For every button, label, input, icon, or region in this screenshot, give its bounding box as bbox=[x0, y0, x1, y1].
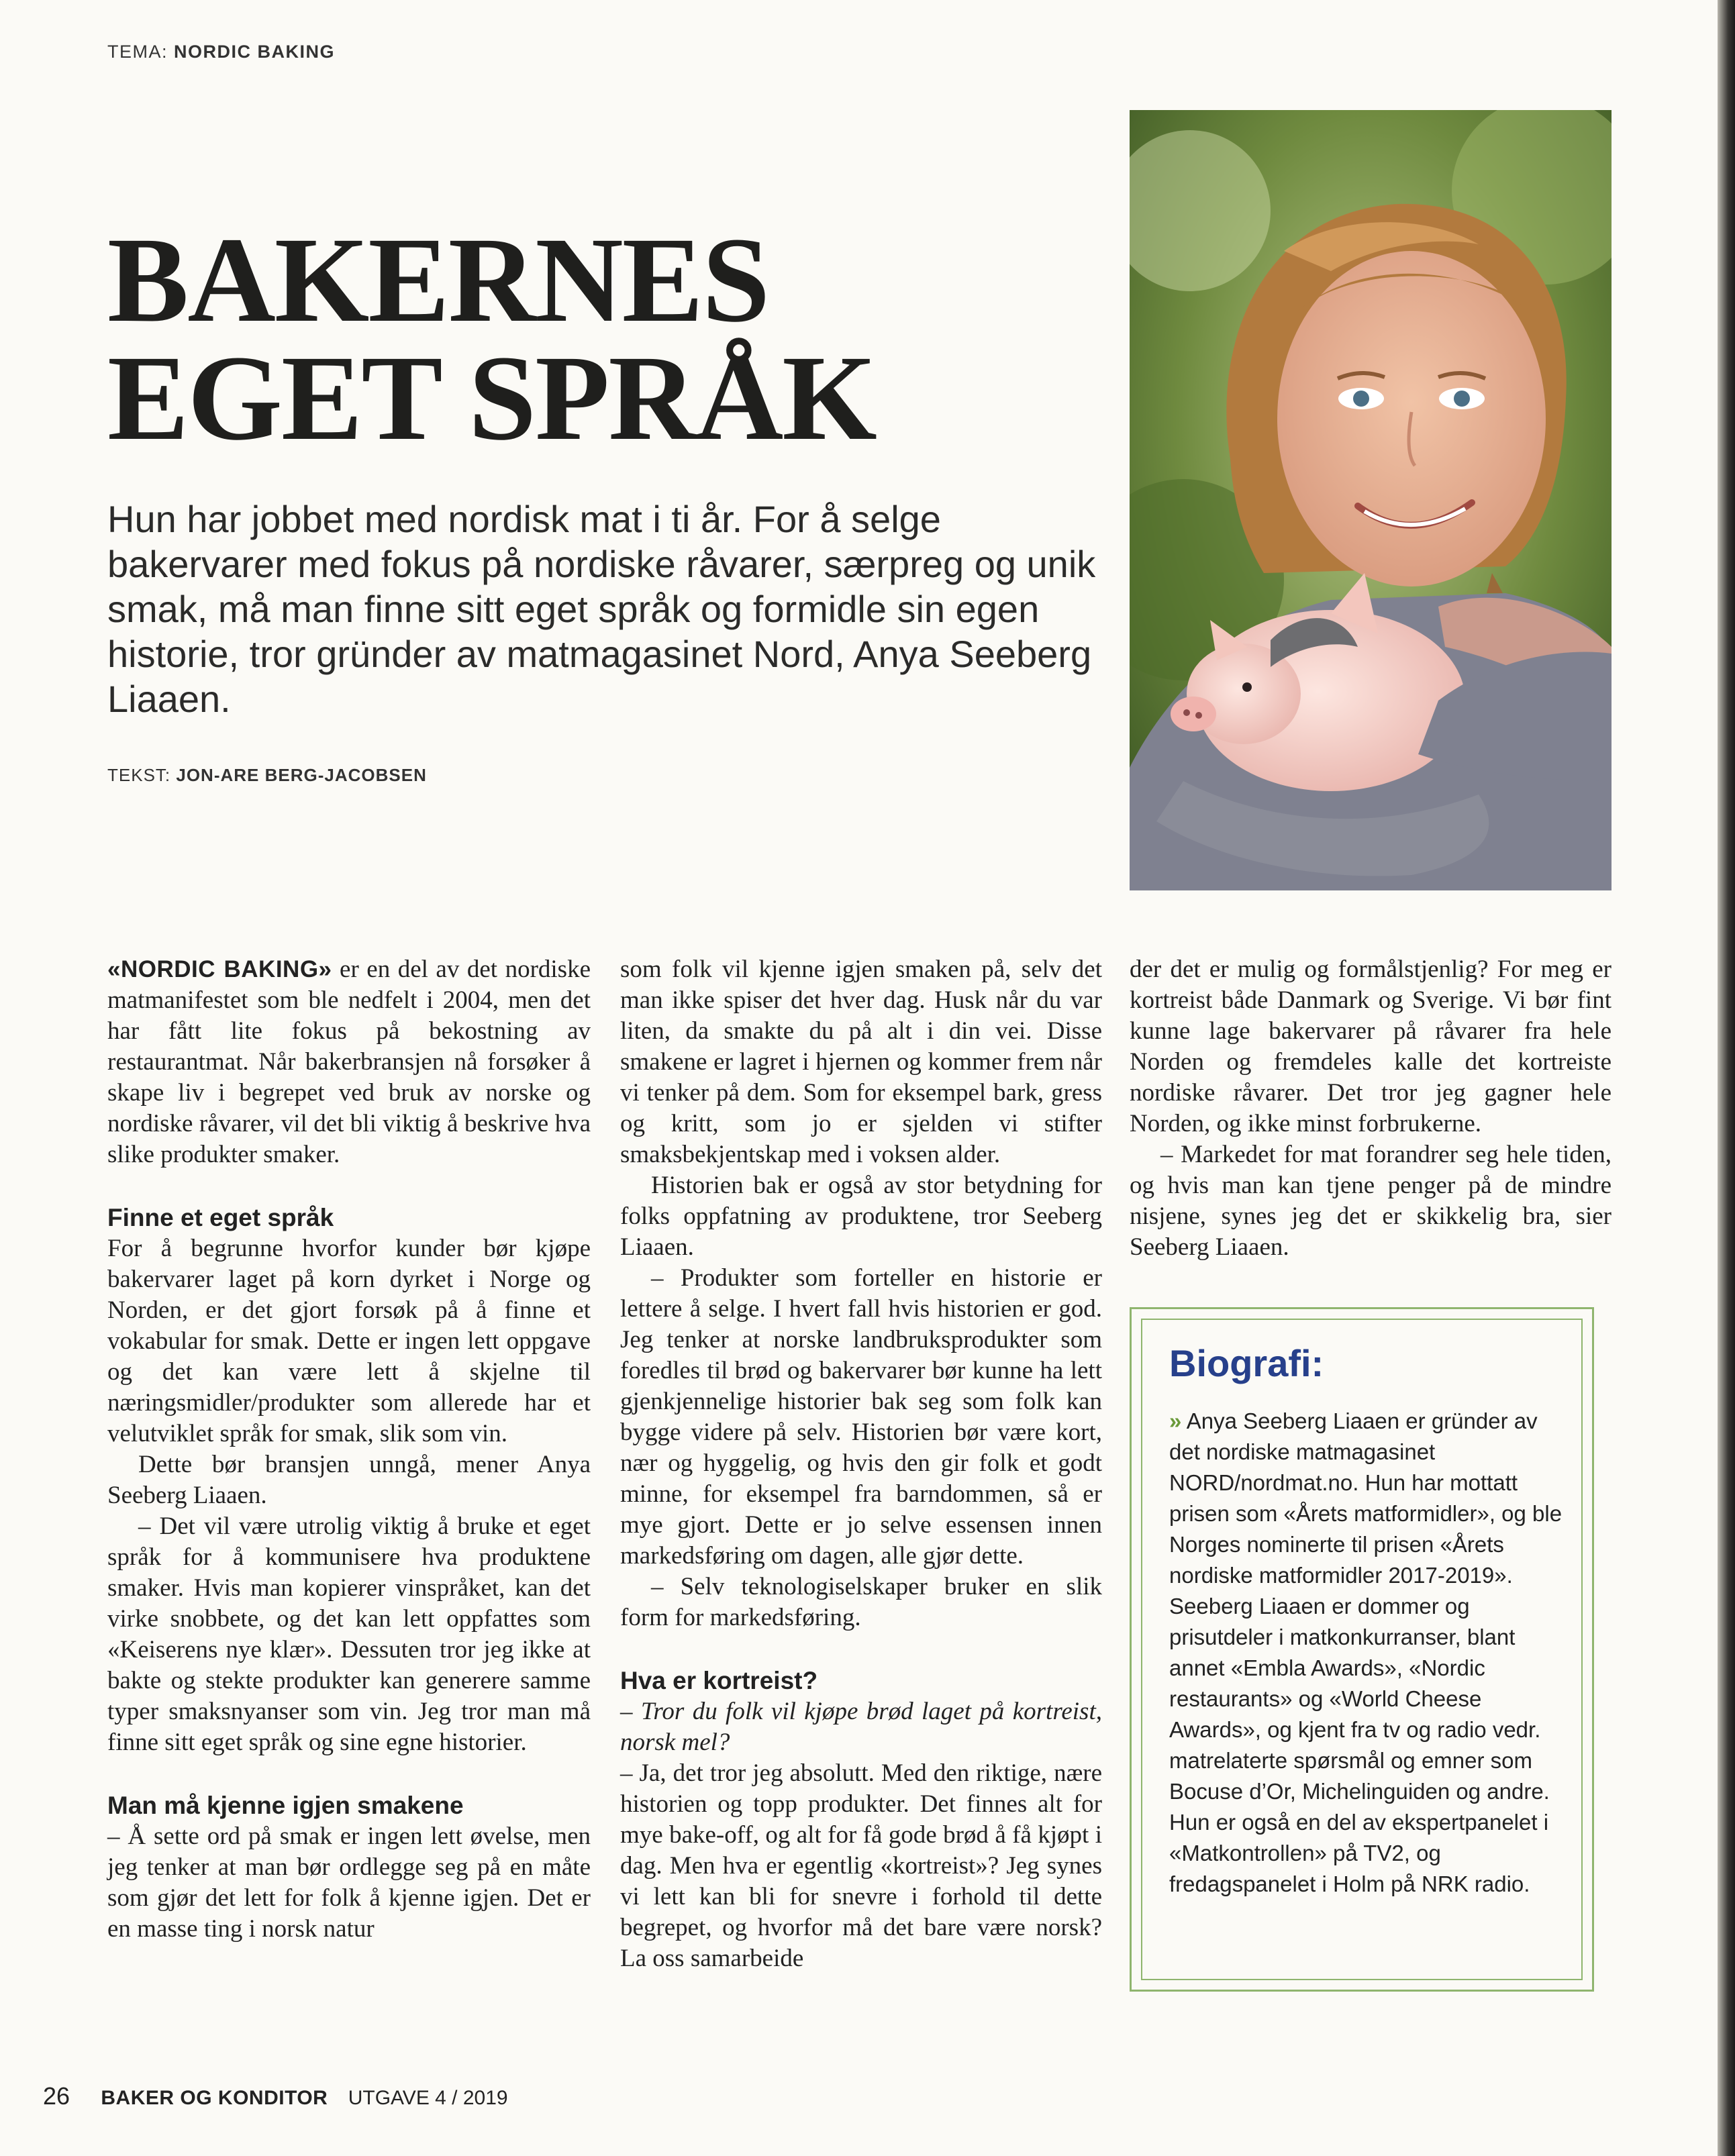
paragraph: – Selv teknologiselskaper bruker en slik form for markedsføring. bbox=[620, 1573, 1102, 1631]
byline-author: JON-ARE BERG-JACOBSEN bbox=[176, 765, 427, 785]
issue-info: UTGAVE 4 / 2019 bbox=[348, 2087, 508, 2109]
paragraph: Dette bør bransjen unngå, mener Anya Seeberg Liaaen. bbox=[107, 1451, 591, 1509]
paragraph: Historien bak er også av stor betydning for folks oppfatning av produktene, tror Seeberg Liaaen. bbox=[620, 1172, 1102, 1261]
page-footer bbox=[43, 2082, 508, 2110]
paragraph: – Ja, det tror jeg absolutt. Med den riktige, nære historien og topp produkter. Det finnes alt for mye bake-off, og alt for få gode brød å få kjøpt i dag. Men hva er egentlig «kortreist»? Jeg synes vi lett kan bli for snevre i forhold til dette begrepet, og hvorfor må det bare være norsk? La oss samarbeide bbox=[620, 1759, 1102, 1972]
intro-paragraph bbox=[107, 954, 591, 1170]
article-lead: Hun har jobbet med nordisk mat i ti år. For å selge bakervarer med fokus på nordiske råvarer, særpreg og unik smak, må man finne sitt eget språk og formidle sin egen historie, tror gründer av matmagasinet Nord, Anya Seeberg Liaaen. bbox=[107, 498, 1096, 720]
biography-title: Biografi: bbox=[1169, 1342, 1324, 1384]
page-edge-shadow bbox=[1718, 0, 1735, 2156]
biography-box bbox=[1130, 1307, 1594, 1992]
interview-question: – Tror du folk vil kjøpe brød laget på kortreist, norsk mel? bbox=[620, 1698, 1102, 1756]
column-2 bbox=[620, 954, 1102, 1974]
column-1 bbox=[107, 954, 591, 1945]
portrait-illustration bbox=[1130, 110, 1612, 890]
title-line-2: EGET SPRÅK bbox=[107, 331, 876, 466]
byline bbox=[107, 765, 427, 786]
paragraph: For å begrunne hvorfor kunder bør kjøpe bakervarer laget på korn dyrket i Norge og Norden, er det gjort forsøk på å finne et vokabular for smak. Dette er ingen lett oppgave og det kan være lett å skjelne til næringsmidler/produkter som allerede har et velutviklet språk for smak, slik som vin. bbox=[107, 1235, 591, 1447]
byline-label: TEKST: bbox=[107, 765, 171, 785]
portrait-photo bbox=[1130, 110, 1612, 890]
magazine-name: BAKER OG KONDITOR bbox=[101, 2087, 328, 2109]
subheading-smakene: Man må kjenne igjen smakene bbox=[107, 1792, 464, 1819]
paragraph: der det er mulig og formålstjenlig? For meg er kortreist både Danmark og Sverige. Vi bør fint kunne lage bakervarer på råvarer fra hele Norden og fremdeles kalle det kortreiste nordiske råvarer. Det tror jeg gagner hele Norden, og ikke minst forbrukerne. bbox=[1130, 956, 1612, 1137]
paragraph: – Markedet for mat forandrer seg hele tiden, og hvis man kan tjene penger på de mindre nisjene, synes jeg det er skikkelig bra, sier Seeberg Liaaen. bbox=[1130, 1141, 1612, 1261]
column-3 bbox=[1130, 954, 1612, 1263]
article-title bbox=[107, 213, 876, 466]
section-name: NORDIC BAKING bbox=[174, 42, 336, 62]
subheading-kortreist: Hva er kortreist? bbox=[620, 1667, 818, 1694]
title-line-1: BAKERNES bbox=[107, 213, 769, 348]
biography-text bbox=[1169, 1406, 1565, 1900]
intro-caps: «NORDIC BAKING» bbox=[107, 956, 332, 982]
intro-text: er en del av det nordiske matmanifestet som ble nedfelt i 2004, men det har fått lite fokus på bekostning av restaurantmat. Når bakerbransjen nå forsøker å skape liv i begrepet ved bruk av norske og nordiske råvarer, vil det bli viktig å beskrive hva slike produkter smaker. bbox=[107, 956, 591, 1168]
paragraph: – Produkter som forteller en historie er lettere å selge. I hvert fall hvis historien er god. Jeg tenker at norske landbruksprodukter som foredles til brød og bakervarer bør kunne ha lett gjenkjennelige historier bak seg som folk kan bygge videre på selv. Historien bør være kort, nær og hyggelig, og hvis den gir folk et godt minne, for eksempel fra barndommen, så er mye gjort. Dette er jo selve essensen innen markedsføring om dagen, alle gjør dette. bbox=[620, 1264, 1102, 1570]
biography-body: Anya Seeberg Liaaen er gründer av det nordiske matmagasinet NORD/nordmat.no. Hun har mottatt prisen som «Årets matformidler», og ble Norges nominerte til prisen «Årets nordiske matformidler 2017-2019». Seeberg Liaaen er dommer og prisutdeler i matkonkurranser, blant annet «Embla Awards», «Nordic restaurants» og «World Cheese Awards», og kjent fra tv og radio vedr. matrelaterte spørsmål og emner som Bocuse d’Or, Michelinguiden og andre. Hun er også en del av ekspertpanelet i «Matkontrollen» på TV2, og fredagspanelet i Holm på NRK radio. bbox=[1169, 1408, 1563, 1896]
paragraph: – Å sette ord på smak er ingen lett øvelse, men jeg tenker at man bør ordlegge seg på en måte som gjør det lett for folk å kjenne igjen. Det er en masse ting i norsk natur bbox=[107, 1823, 591, 1943]
page-number: 26 bbox=[43, 2082, 70, 2110]
chevron-right-icon: » bbox=[1169, 1408, 1182, 1433]
paragraph: som folk vil kjenne igjen smaken på, selv det man ikke spiser det hver dag. Husk når du var liten, da smakte du på alt i din vei. Disse smakene er lagret i hjernen og kommer frem når vi tenker på dem. Som for eksempel bark, gress og kritt, som jo er sjelden vi stifter smaksbekjentskap med i voksen alder. bbox=[620, 956, 1102, 1168]
section-label: TEMA: bbox=[107, 42, 168, 62]
subheading-finne: Finne et eget språk bbox=[107, 1204, 334, 1231]
section-header bbox=[107, 42, 335, 62]
paragraph: – Det vil være utrolig viktig å bruke et eget språk for å kommunisere hva produktene smaker. Hvis man kopierer vinspråket, kan det virke snobbete, og det kan lett oppfattes som «Keiserens nye klær». Dessuten tror jeg ikke at bakte og stekte produkter kan generere samme typer smaksnyanser som vin. Jeg tror man må finne sitt eget språk og sine egne historier. bbox=[107, 1512, 591, 1756]
